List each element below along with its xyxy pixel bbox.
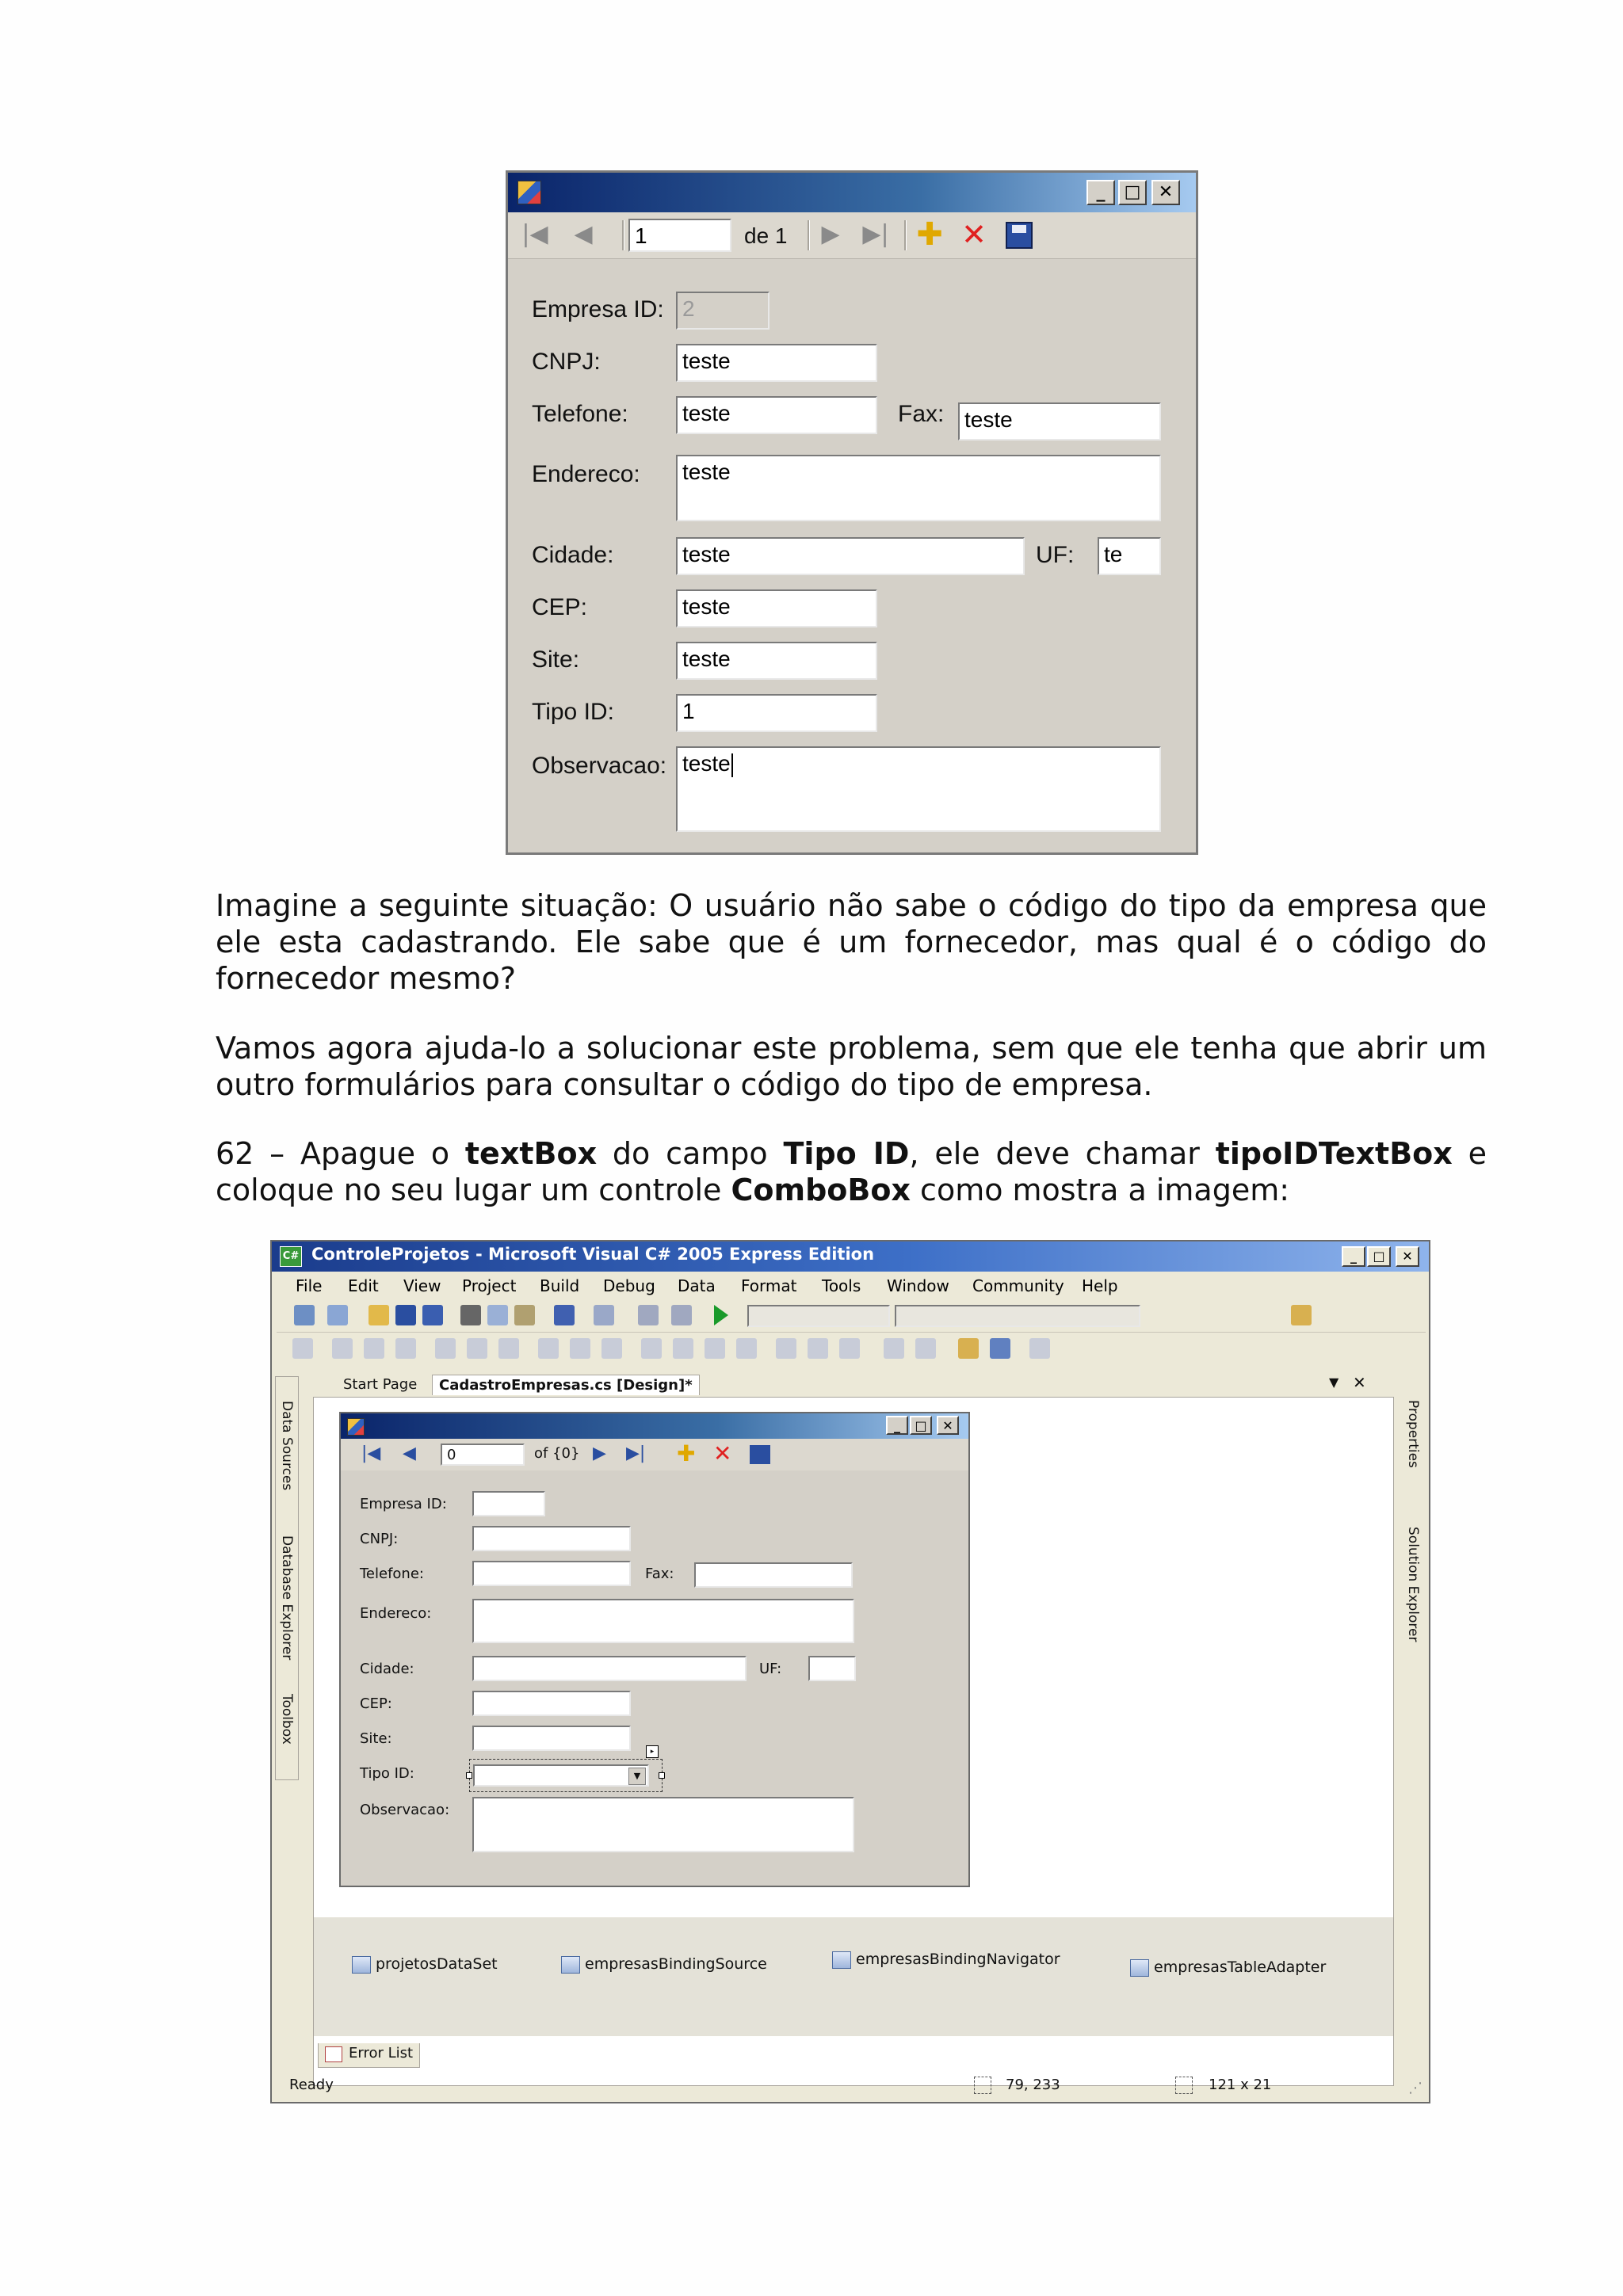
add-item-icon[interactable] xyxy=(327,1305,348,1325)
designed-uf-textbox[interactable] xyxy=(808,1656,856,1681)
navigate-icon[interactable] xyxy=(638,1305,659,1325)
menu-bar xyxy=(272,1272,1429,1299)
document-tab-strip xyxy=(315,1373,1377,1398)
delete-icon[interactable]: ✕ xyxy=(961,217,987,252)
designed-move-next-icon: ▶ xyxy=(593,1444,606,1463)
tray-empresas-binding-source[interactable] xyxy=(561,1955,767,1974)
menu-data[interactable]: Data xyxy=(678,1276,716,1295)
form-app-icon xyxy=(517,181,541,204)
make-same-height-icon[interactable] xyxy=(570,1338,590,1359)
tab-start-page[interactable]: Start Page xyxy=(343,1376,418,1393)
layout-toolbar xyxy=(277,1333,1426,1365)
menu-edit[interactable]: Edit xyxy=(348,1276,379,1295)
maximize-button[interactable]: □ xyxy=(1118,180,1147,205)
designed-cnpj-label: CNPJ: xyxy=(360,1531,399,1547)
designed-move-previous-icon: ◀ xyxy=(403,1444,416,1463)
fax-textbox[interactable]: teste xyxy=(958,402,1161,441)
paragraph-step-62 xyxy=(216,1135,1487,1208)
binding-navigator-icon xyxy=(832,1951,851,1969)
ide-title-bar xyxy=(272,1241,1429,1272)
configuration-dropdown[interactable] xyxy=(747,1305,890,1327)
designed-maximize-button: □ xyxy=(910,1416,932,1435)
csharp-app-icon: C# xyxy=(280,1246,302,1267)
designed-move-last-icon: ▶| xyxy=(626,1444,646,1463)
make-same-size-icon[interactable] xyxy=(601,1338,622,1359)
step-bold: ComboBox xyxy=(731,1173,911,1207)
designed-cidade-label: Cidade: xyxy=(360,1661,414,1677)
tab-list-chevron-icon[interactable]: ▼ xyxy=(1329,1375,1339,1390)
step-text: como mostra a imagem: xyxy=(910,1173,1290,1207)
designed-empresa-id-textbox[interactable] xyxy=(472,1491,545,1516)
telefone-label: Telefone: xyxy=(532,401,628,427)
cep-textbox[interactable]: teste xyxy=(676,589,877,627)
designed-cidade-textbox[interactable] xyxy=(472,1656,747,1681)
cnpj-label: CNPJ: xyxy=(532,349,601,375)
add-new-icon[interactable]: ✚ xyxy=(916,216,943,253)
count-label: de 1 xyxy=(744,223,788,248)
step-bold: Tipo ID xyxy=(783,1136,910,1171)
close-document-icon[interactable]: ✕ xyxy=(1353,1373,1366,1392)
redo-icon[interactable] xyxy=(594,1305,614,1325)
align-centers-icon[interactable] xyxy=(364,1338,384,1359)
right-panel-tabs xyxy=(1400,1376,1426,1661)
tray-empresas-table-adapter[interactable] xyxy=(1130,1958,1326,1977)
solution-explorer-icon[interactable] xyxy=(1291,1305,1312,1325)
designed-fax-label: Fax: xyxy=(645,1566,674,1582)
binding-source-icon xyxy=(561,1956,580,1974)
designed-count-label: of {0} xyxy=(534,1445,580,1462)
align-tops-icon[interactable] xyxy=(435,1338,456,1359)
size-icon xyxy=(1175,2077,1193,2094)
increase-h-spacing-icon[interactable] xyxy=(673,1338,693,1359)
text-caret xyxy=(731,753,733,777)
save-icon[interactable] xyxy=(395,1305,416,1325)
remove-h-spacing-icon[interactable] xyxy=(736,1338,757,1359)
decrease-v-spacing-icon[interactable] xyxy=(839,1338,860,1359)
menu-view[interactable]: View xyxy=(403,1276,441,1295)
designed-site-label: Site: xyxy=(360,1730,392,1747)
menu-format[interactable]: Format xyxy=(741,1276,797,1295)
undo-icon[interactable] xyxy=(554,1305,575,1325)
designed-observacao-textbox[interactable] xyxy=(472,1797,854,1852)
endereco-label: Endereco: xyxy=(532,461,640,487)
smart-tag-icon[interactable]: ▸ xyxy=(646,1745,659,1758)
tray-item-label: empresasBindingSource xyxy=(585,1955,767,1973)
tipo-id-combobox-selection[interactable] xyxy=(469,1748,663,1792)
tab-designer[interactable]: CadastroEmpresas.cs [Design]* xyxy=(432,1375,700,1395)
tipo-id-label: Tipo ID: xyxy=(532,699,614,725)
vertical-spacing-icon[interactable] xyxy=(776,1338,796,1359)
cidade-label: Cidade: xyxy=(532,542,614,568)
designed-cep-label: CEP: xyxy=(360,1695,392,1712)
align-rights-icon[interactable] xyxy=(395,1338,416,1359)
bring-to-front-icon[interactable] xyxy=(958,1338,979,1359)
ide-title: ControleProjetos - Microsoft Visual C# 2005 Express Edition xyxy=(311,1245,875,1264)
align-lefts-icon[interactable] xyxy=(332,1338,353,1359)
endereco-textbox[interactable]: teste xyxy=(676,455,1161,521)
uf-label: UF: xyxy=(1036,542,1075,568)
move-last-icon[interactable]: ▶| xyxy=(862,220,889,248)
designed-site-textbox[interactable] xyxy=(472,1726,631,1751)
step-text: do campo xyxy=(597,1136,784,1171)
site-label: Site: xyxy=(532,646,580,673)
make-same-width-icon[interactable] xyxy=(538,1338,559,1359)
designed-position-textbox[interactable]: 0 xyxy=(441,1444,525,1466)
ide-close-button[interactable]: ✕ xyxy=(1396,1246,1419,1267)
binding-navigator xyxy=(508,212,1196,259)
status-bar xyxy=(272,2069,1429,2100)
tray-empresas-binding-navigator[interactable] xyxy=(832,1951,1060,1969)
tray-item-label: empresasBindingNavigator xyxy=(856,1951,1060,1968)
designed-cnpj-textbox[interactable] xyxy=(472,1526,631,1551)
menu-community[interactable]: Community xyxy=(972,1276,1064,1295)
toolbox-tab[interactable]: Toolbox xyxy=(279,1694,295,1745)
data-sources-tab[interactable]: Data Sources xyxy=(279,1401,295,1491)
menu-project[interactable]: Project xyxy=(462,1276,517,1295)
align-bottoms-icon[interactable] xyxy=(498,1338,519,1359)
designed-tipo-id-label: Tipo ID: xyxy=(360,1765,414,1782)
solution-explorer-tab[interactable]: Solution Explorer xyxy=(1405,1527,1421,1642)
tray-projetos-dataset[interactable] xyxy=(352,1955,498,1974)
location-icon xyxy=(974,2077,991,2094)
observacao-textbox[interactable] xyxy=(676,746,1161,832)
horizontal-spacing-icon[interactable] xyxy=(641,1338,662,1359)
position-textbox[interactable]: 1 xyxy=(628,219,731,252)
copy-icon[interactable] xyxy=(487,1305,508,1325)
standard-toolbar xyxy=(277,1300,1426,1333)
menu-build[interactable]: Build xyxy=(540,1276,580,1295)
designed-navigator[interactable] xyxy=(341,1439,968,1470)
status-size: 121 x 21 xyxy=(1209,2077,1272,2093)
empresa-id-textbox: 2 xyxy=(676,292,769,330)
tray-item-label: empresasTableAdapter xyxy=(1154,1958,1327,1976)
move-next-icon[interactable]: ▶ xyxy=(821,220,840,248)
error-list-label: Error List xyxy=(349,2045,414,2061)
tipo-id-textbox[interactable]: 1 xyxy=(676,694,877,732)
designed-save-icon xyxy=(750,1445,770,1464)
resize-handle-left[interactable] xyxy=(466,1772,472,1779)
step-bold: textBox xyxy=(464,1136,598,1171)
menu-debug[interactable]: Debug xyxy=(603,1276,655,1295)
table-adapter-icon xyxy=(1130,1959,1149,1977)
cep-label: CEP: xyxy=(532,594,588,620)
uf-textbox[interactable]: te xyxy=(1098,537,1161,575)
move-first-icon[interactable]: |◀ xyxy=(521,220,548,248)
designer-surface xyxy=(313,1397,1394,2086)
designed-telefone-label: Telefone: xyxy=(360,1566,424,1582)
increase-v-spacing-icon[interactable] xyxy=(808,1338,828,1359)
center-horizontally-icon[interactable] xyxy=(884,1338,904,1359)
designed-close-button: ✕ xyxy=(937,1416,959,1435)
open-file-icon[interactable] xyxy=(369,1305,389,1325)
tab-order-icon[interactable] xyxy=(1029,1338,1050,1359)
menu-window[interactable]: Window xyxy=(887,1276,949,1295)
designed-delete-icon: ✕ xyxy=(713,1440,732,1466)
empresa-id-label: Empresa ID: xyxy=(532,296,664,322)
error-list-tab[interactable] xyxy=(318,2043,420,2068)
resize-handle-right[interactable] xyxy=(659,1772,665,1779)
save-all-icon[interactable] xyxy=(422,1305,443,1325)
telefone-textbox[interactable]: teste xyxy=(676,396,877,434)
dataset-icon xyxy=(352,1956,371,1974)
error-list-icon xyxy=(325,2046,342,2062)
form-screenshot xyxy=(506,170,1198,855)
cidade-textbox[interactable]: teste xyxy=(676,537,1025,575)
paste-icon[interactable] xyxy=(514,1305,535,1325)
move-previous-icon[interactable]: ◀ xyxy=(574,220,593,248)
align-to-grid-icon[interactable] xyxy=(292,1338,313,1359)
save-icon[interactable] xyxy=(1006,222,1033,249)
separator xyxy=(622,220,624,250)
designed-minimize-button: _ xyxy=(886,1416,908,1435)
menu-file[interactable]: File xyxy=(296,1276,323,1295)
designed-form[interactable] xyxy=(339,1412,970,1887)
tipo-id-combobox[interactable] xyxy=(473,1764,649,1787)
cnpj-textbox[interactable]: teste xyxy=(676,344,877,382)
properties-tab[interactable]: Properties xyxy=(1405,1400,1421,1468)
designed-observacao-label: Observacao: xyxy=(360,1802,450,1818)
combobox-dropdown-icon[interactable]: ▼ xyxy=(628,1768,646,1785)
fax-label: Fax: xyxy=(898,401,945,427)
step-bold: tipoIDTextBox xyxy=(1215,1136,1453,1171)
new-project-icon[interactable] xyxy=(294,1305,315,1325)
separator xyxy=(808,220,810,250)
designed-fax-textbox[interactable] xyxy=(694,1562,853,1588)
designed-cep-textbox[interactable] xyxy=(472,1691,631,1716)
designed-endereco-label: Endereco: xyxy=(360,1605,432,1622)
navigate-forward-icon[interactable] xyxy=(671,1305,692,1325)
resize-grip-icon[interactable]: ⋰ xyxy=(1408,2080,1423,2096)
paragraph-situation: Imagine a seguinte situação: O usuário não sabe o código do tipo da empresa que ele esta cadastrando. Ele sabe que é um fornecedor, mas qual é o código do fornecedor mesmo? xyxy=(216,888,1487,996)
align-middles-icon[interactable] xyxy=(467,1338,487,1359)
designed-move-first-icon: |◀ xyxy=(361,1444,381,1463)
close-button[interactable]: ✕ xyxy=(1151,180,1180,205)
menu-tools[interactable]: Tools xyxy=(822,1276,861,1295)
designed-add-icon: ✚ xyxy=(677,1440,696,1466)
designed-endereco-textbox[interactable] xyxy=(472,1599,854,1643)
step-text: e coloque no seu lugar um controle xyxy=(216,1136,1487,1207)
designed-form-icon xyxy=(347,1418,365,1436)
database-explorer-tab[interactable]: Database Explorer xyxy=(279,1535,295,1661)
component-tray xyxy=(314,1917,1393,2036)
separator xyxy=(904,220,907,250)
minimize-button[interactable]: _ xyxy=(1086,180,1115,205)
tray-item-label: projetosDataSet xyxy=(376,1955,498,1973)
left-panel-tabs xyxy=(275,1376,299,1780)
site-textbox[interactable]: teste xyxy=(676,642,877,680)
designed-uf-label: UF: xyxy=(759,1661,782,1677)
ide-screenshot xyxy=(270,1240,1430,2103)
send-to-back-icon[interactable] xyxy=(990,1338,1010,1359)
decrease-h-spacing-icon[interactable] xyxy=(705,1338,725,1359)
center-vertically-icon[interactable] xyxy=(915,1338,936,1359)
menu-help[interactable]: Help xyxy=(1082,1276,1118,1295)
designed-empresa-id-label: Empresa ID: xyxy=(360,1496,447,1512)
start-debugging-icon[interactable] xyxy=(714,1305,728,1325)
form-title-bar xyxy=(508,173,1196,212)
status-text: Ready xyxy=(289,2077,334,2093)
designed-form-title-bar xyxy=(341,1413,968,1439)
observacao-label: Observacao: xyxy=(532,753,667,779)
find-dropdown[interactable] xyxy=(895,1305,1140,1327)
cut-icon[interactable] xyxy=(460,1305,481,1325)
designed-telefone-textbox[interactable] xyxy=(472,1561,631,1586)
ide-minimize-button[interactable]: _ xyxy=(1342,1246,1365,1267)
paragraph-solution: Vamos agora ajuda-lo a solucionar este problema, sem que ele tenha que abrir um outro formulários para consultar o código do tipo de empresa. xyxy=(216,1031,1487,1102)
observacao-value: teste xyxy=(682,751,731,776)
ide-maximize-button[interactable]: □ xyxy=(1367,1246,1391,1267)
status-location: 79, 233 xyxy=(1006,2077,1060,2093)
step-text: , ele deve chamar xyxy=(909,1136,1216,1171)
step-text: 62 – Apague o xyxy=(216,1136,465,1171)
